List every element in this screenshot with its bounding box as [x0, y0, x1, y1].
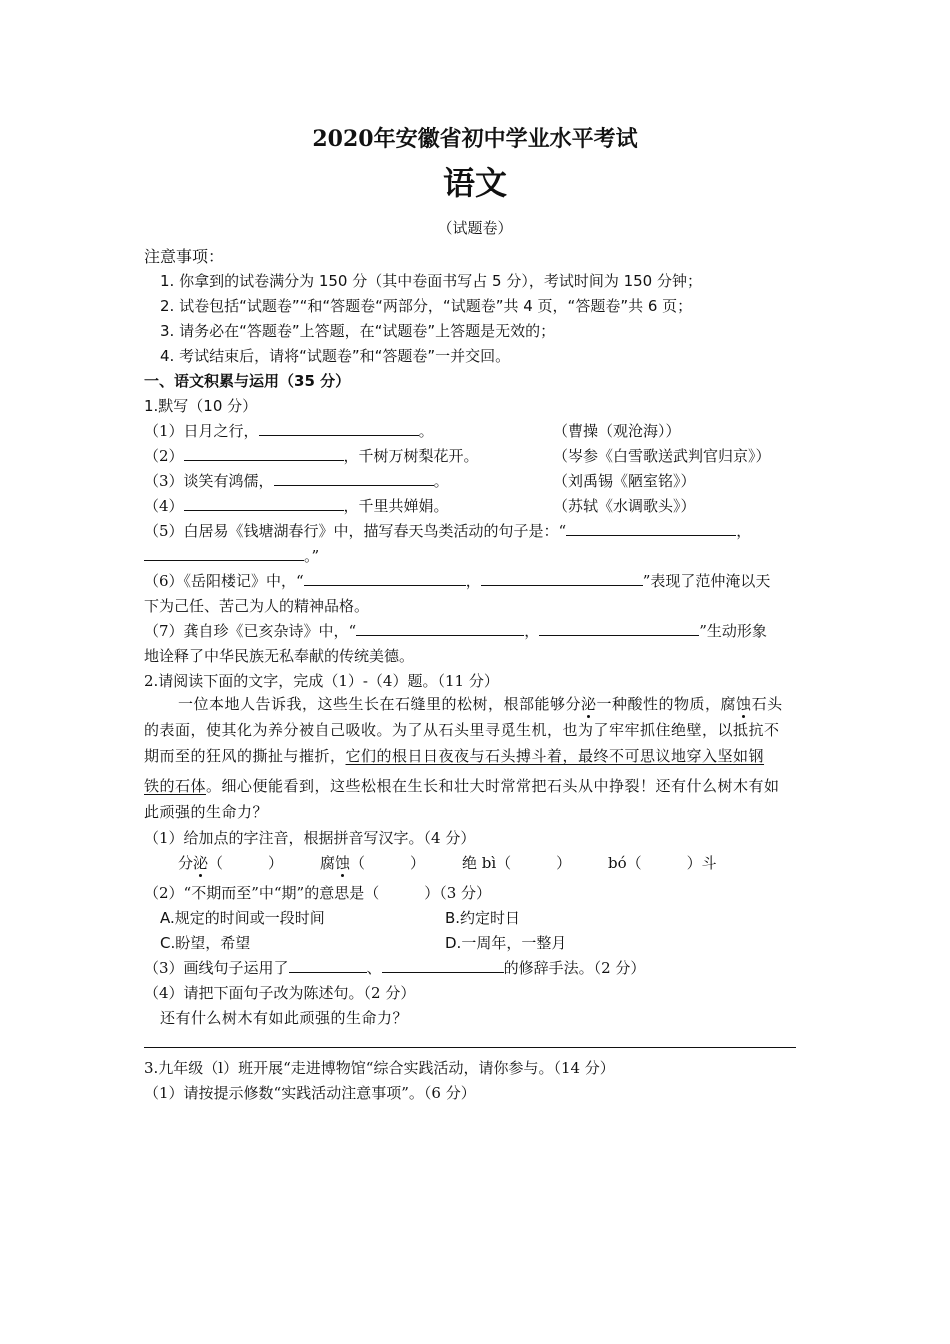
passage-line: 此顽强的生命力？ — [144, 803, 269, 821]
recite-line-4: （4） ，千里共婵娟。 — [144, 497, 449, 515]
option-b[interactable]: B.约定时日 — [445, 909, 521, 927]
recite-line-1: （1）日月之行， 。 — [144, 422, 434, 440]
recite-source: （岑参《白雪歌送武判官归京》） — [553, 447, 771, 465]
question-label: 2.请阅读下面的文字，完成（1）-（4）题。（11 分） — [144, 672, 499, 690]
answer-blank[interactable] — [356, 621, 524, 636]
answer-line[interactable] — [144, 1047, 796, 1048]
question-label: 3.九年级（l）班开展“走进博物馆“综合实践活动，请你参与。（14 分） — [144, 1059, 615, 1077]
pinyin-item: 腐蚀（ ） — [320, 854, 426, 872]
subject-title: 语文 — [442, 164, 507, 202]
recite-line-6-cont: 下为己任、苦己为人的精神品格。 — [144, 597, 370, 615]
pinyin-item: bó（ ）斗 — [608, 854, 717, 872]
question-label: 1.默写（10 分） — [144, 397, 258, 415]
recite-line-7-cont: 地诠释了中华民族无私奉献的传统美德。 — [144, 647, 415, 665]
notice-heading: 注意事项： — [144, 247, 225, 266]
notice-item: 2. 试卷包括“试题卷”“和“答题卷“两部分，“试题卷”共 4 页，“答题卷”共 6 页； — [160, 297, 693, 315]
exam-title: 2020年安徽省初中学业水平考试 — [312, 126, 638, 152]
sub-question: （1）给加点的字注音，根据拼音写汉字。（4 分） — [144, 829, 476, 847]
notice-item: 3. 请务必在“答题卷”上答题，在“试题卷”上答题是无效的； — [160, 322, 556, 340]
answer-blank[interactable] — [289, 958, 367, 973]
sub-question: （1）请按提示修数“实践活动注意事项”。（6 分） — [144, 1084, 476, 1102]
answer-blank[interactable] — [144, 546, 304, 561]
recite-source: （苏轼《水调歌头》） — [553, 497, 696, 515]
passage-line: 铁的石体。细心便能看到，这些松根在生长和壮大时常常把石头从中挣裂！还有什么树木有如 — [144, 777, 780, 795]
underlined-sentence: 铁的石体 — [144, 777, 207, 795]
paper-type: （试题卷） — [437, 219, 513, 237]
section-heading: 一、语文积累与运用（35 分） — [144, 372, 351, 390]
notice-item: 4. 考试结束后，请将“试题卷”和“答题卷”一并交回。 — [160, 347, 511, 365]
sub-question: （3）画线句子运用了 、 的修辞手法。（2 分） — [144, 959, 646, 977]
recite-line-5: （5）白居易《钱塘湖春行》中，描写春天鸟类活动的句子是：“ ， — [144, 522, 752, 540]
sentence-to-rewrite: 还有什么树木有如此顽强的生命力？ — [160, 1009, 409, 1027]
answer-blank[interactable] — [566, 521, 736, 536]
recite-line-6: （6）《岳阳楼记》中，“ ， ”表现了范仲淹以天 — [144, 572, 771, 590]
answer-blank[interactable] — [184, 496, 344, 511]
answer-blank[interactable] — [274, 471, 434, 486]
answer-blank[interactable] — [481, 571, 643, 586]
answer-blank[interactable] — [184, 446, 344, 461]
underlined-sentence: 它们的根日日夜夜与石头搏斗着，最终不可思议地穿入坚如钢 — [345, 747, 765, 765]
sub-question: （2）“不期而至”中“期”的意思是（ ）（3 分） — [144, 884, 492, 902]
passage-line: 的表面，使其化为养分被自己吸收。为了从石头里寻觅生机，也为了牢牢抓住绝壁，以抵抗不 — [144, 721, 780, 739]
passage-line: 期而至的狂风的撕扯与摧折，它们的根日日夜夜与石头搏斗着，最终不可思议地穿入坚如钢 — [144, 747, 765, 765]
option-c[interactable]: C.盼望，希望 — [160, 934, 251, 952]
passage-line: 一位本地人告诉我，这些生长在石缝里的松树，根部能够分泌一种酸性的物质，腐蚀石头 — [178, 695, 783, 713]
recite-line-3: （3）谈笑有鸿儒， 。 — [144, 472, 449, 490]
option-d[interactable]: D.一周年，一整月 — [445, 934, 567, 952]
answer-blank[interactable] — [382, 958, 504, 973]
recite-source: （曹操（观沧海）） — [553, 422, 681, 440]
sub-question: （4）请把下面句子改为陈述句。（2 分） — [144, 984, 416, 1002]
answer-blank[interactable] — [259, 421, 419, 436]
pinyin-item: 绝 bì（ ） — [462, 854, 572, 872]
option-a[interactable]: A.规定的时间或一段时间 — [160, 909, 325, 927]
answer-blank[interactable] — [304, 571, 466, 586]
recite-source: （刘禹锡《陋室铭》） — [553, 472, 696, 490]
recite-line-7: （7）龚自珍《已亥杂诗》中，“ ， ”生动形象 — [144, 622, 767, 640]
pinyin-item: 分泌（ ） — [178, 854, 284, 872]
recite-line-5-cont: 。” — [144, 545, 319, 566]
answer-blank[interactable] — [539, 621, 699, 636]
notice-item: 1. 你拿到的试卷满分为 150 分（其中卷面书写占 5 分），考试时间为 150 分钟； — [160, 272, 702, 290]
recite-line-2: （2） ，千树万树梨花开。 — [144, 447, 479, 465]
